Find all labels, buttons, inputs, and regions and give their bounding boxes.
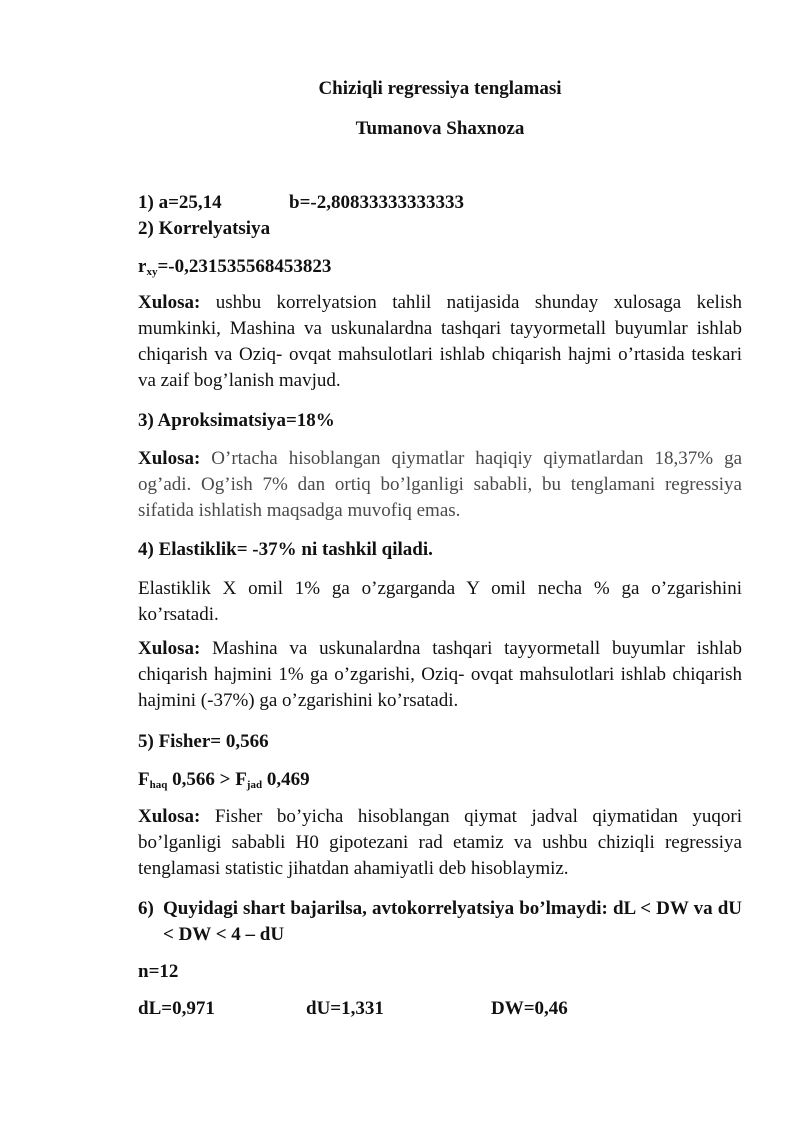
conclusion-label: Xulosa: [138, 638, 201, 659]
du-value: dU=1,331 [306, 998, 384, 1019]
document-author: Tumanova Shaxnoza [355, 118, 525, 139]
elasticity-definition: Elastiklik X omil 1% ga o’zgarganda Y omil necha % ga o’zgarishini ko’rsatadi. [138, 578, 742, 625]
document-title: Chiziqli regressiya tenglamasi [318, 78, 562, 99]
section-4-conclusion [138, 636, 742, 714]
conclusion-text: ushbu korrelyatsion tahlil natijasida shunday xulosaga kelish mumkinki, Mashina va uskunalardna tashqari tayyormetall buyumlar ishlab chiqarish va Oziq- ovqat mahsulotlari ishlab chiqarish hajmi o’rtasida teskari va zaif bog’lanish mavjud. [138, 292, 742, 391]
correlation-value: $r_{xy}=-0,231535568453823$ [138, 256, 332, 278]
section-3-heading: 3) Aproksimatsiya=18% [138, 410, 335, 431]
sample-size: n=12 [138, 961, 179, 982]
section-2-heading: 2) Korrelyatsiya [138, 218, 271, 239]
section-1-coefficients [138, 190, 742, 216]
section-6-number: 6) [138, 898, 154, 919]
conclusion-label: Xulosa: [138, 806, 201, 827]
section-5-heading: 5) Fisher= 0,566 [138, 731, 269, 752]
section-3-conclusion [138, 446, 742, 524]
section-2-conclusion [138, 290, 742, 394]
section-6-condition: Quyidagi shart bajarilsa, avtokorrelyatsiya bo’lmaydi: dL < DW va dU < DW < 4 – dU [163, 898, 742, 945]
dw-value: DW=0,46 [491, 998, 568, 1019]
conclusion-text: Mashina va uskunalardna tashqari tayyormetall buyumlar ishlab chiqarish hajmini 1% ga o’zgarishi, Oziq- ovqat mahsulotlari ishlab chiqarish hajmini (-37%) ga o’zgarishini ko’rsatadi. [138, 638, 742, 711]
fisher-comparison: $F_{haq}$ $0,566 > F_{jad}$ 0,469 [138, 769, 310, 791]
conclusion-label: Xulosa: [138, 448, 201, 469]
dw-values [138, 996, 742, 1022]
section-6-heading [138, 896, 742, 948]
conclusion-text: Fisher bo’yicha hisoblangan qiymat jadval qiymatidan yuqori bo’lganligi sababli H0 gipotezani rad etamiz va ushbu chiziqli regressiya tenglamasi statistic jihatdan ahamiyatli deb hisoblaymiz. [138, 806, 743, 879]
section-5-conclusion [138, 804, 742, 882]
conclusion-label: Xulosa: [138, 292, 201, 313]
coefficient-b: b=-2,80833333333333 [289, 192, 464, 213]
dl-value: dL=0,971 [138, 998, 215, 1019]
conclusion-text: O’rtacha hisoblangan qiymatlar haqiqiy qiymatlardan 18,37% ga og’adi. Og’ish 7% dan ortiq bo’lganligi sababli, bu tenglamani regressiya sifatida ishlatish maqsadga muvofiq emas. [138, 448, 742, 521]
coefficient-a: 1) a=25,14 [138, 192, 222, 213]
section-4-heading: 4) Elastiklik= -37% ni tashkil qiladi. [138, 539, 433, 560]
